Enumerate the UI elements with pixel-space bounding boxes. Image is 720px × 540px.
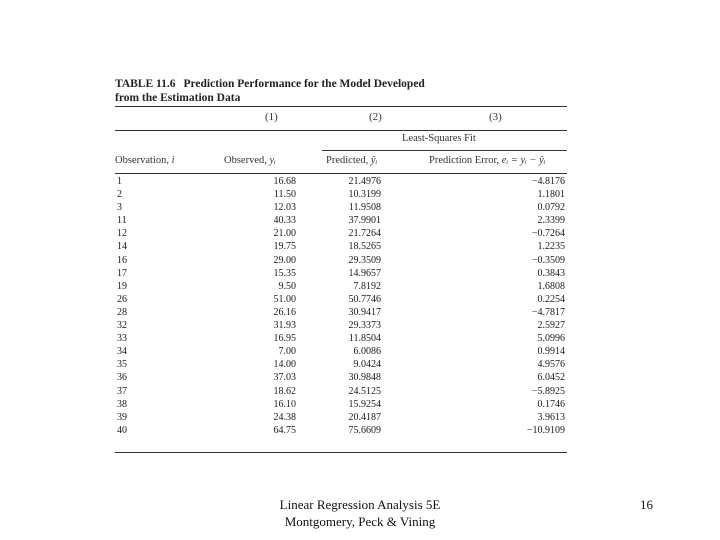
- table-row: [115, 345, 567, 358]
- prediction-error-cell: −5.8925: [531, 385, 565, 397]
- table-row: [115, 254, 567, 267]
- observation-cell: 19: [117, 280, 127, 292]
- observed-cell: 16.68: [273, 176, 296, 187]
- prediction-error-cell: −0.7264: [531, 228, 565, 240]
- table-row: [115, 371, 567, 384]
- header-rule: [115, 173, 567, 174]
- observation-cell: 34: [117, 346, 127, 358]
- table-row: [115, 175, 567, 188]
- observation-cell: 17: [117, 267, 127, 279]
- observed-cell: 64.75: [273, 424, 296, 436]
- predicted-cell: 18.5265: [348, 241, 381, 253]
- predicted-cell: 14.9657: [348, 267, 381, 279]
- observed-cell: 7.00: [278, 346, 296, 358]
- table-row: [115, 293, 567, 306]
- observation-cell: 39: [117, 411, 127, 423]
- observed-cell: 31.93: [273, 320, 296, 332]
- prediction-error-cell: 0.0792: [537, 202, 565, 214]
- observation-cell: 11: [117, 215, 127, 227]
- table-body: [115, 175, 567, 437]
- predicted-cell: 30.9417: [348, 306, 381, 318]
- observed-cell: 16.10: [273, 398, 296, 410]
- predicted-cell: 6.0086: [353, 346, 381, 358]
- prediction-error-cell: 5.0996: [537, 333, 565, 345]
- predicted-cell: 50.7746: [348, 293, 381, 305]
- observation-cell: 2: [117, 189, 122, 201]
- prediction-error-cell: 0.9914: [537, 346, 565, 358]
- table-row: [115, 424, 567, 437]
- footer-line-2: Montgomery, Peck & Vining: [284, 514, 436, 529]
- predicted-cell: 37.9901: [348, 215, 381, 227]
- predicted-cell: 15.9254: [348, 398, 381, 410]
- observation-cell: 12: [117, 228, 127, 240]
- table-row: [115, 398, 567, 411]
- observed-cell: 11.50: [273, 189, 296, 201]
- predicted-cell: 20.4187: [348, 411, 381, 423]
- predicted-cell: 29.3509: [348, 254, 381, 266]
- observed-cell: 51.00: [273, 293, 296, 305]
- observation-cell: 38: [117, 398, 127, 410]
- prediction-error-cell: −4.8176: [531, 176, 565, 187]
- table-title-line-2: from the Estimation Data: [115, 92, 241, 104]
- table-label: TABLE 11.6: [115, 78, 176, 90]
- observed-cell: 19.75: [273, 241, 296, 253]
- prediction-error-cell: 1.1801: [537, 189, 565, 201]
- predicted-cell: 29.3373: [348, 320, 381, 332]
- page-number: 16: [640, 497, 653, 512]
- prediction-error-cell: −4.7817: [531, 306, 565, 318]
- observed-cell: 24.38: [273, 411, 296, 423]
- table-row: [115, 385, 567, 398]
- least-squares-rule: [322, 150, 567, 151]
- prediction-error-cell: −0.3509: [531, 254, 565, 266]
- column-number-3: (3): [489, 111, 502, 123]
- prediction-error-cell: 1.2235: [537, 241, 565, 253]
- observation-cell: 14: [117, 241, 127, 253]
- table-row: [115, 319, 567, 332]
- observed-cell: 29.00: [273, 254, 296, 266]
- top-rule: [115, 106, 567, 107]
- prediction-error-cell: 6.0452: [537, 372, 565, 384]
- table-row: [115, 240, 567, 253]
- table-row: [115, 201, 567, 214]
- prediction-error-cell: 0.2254: [537, 293, 565, 305]
- header-prediction-error: Prediction Error, eᵢ = yᵢ − ŷᵢ: [429, 155, 546, 166]
- header-predicted: Predicted, ŷᵢ: [326, 155, 378, 166]
- header-observed: Observed, yᵢ: [224, 155, 276, 166]
- observation-cell: 32: [117, 320, 127, 332]
- prediction-error-cell: −10.9109: [526, 424, 565, 436]
- predicted-cell: 24.5125: [348, 385, 381, 397]
- table-title: Prediction Performance for the Model Developed: [183, 78, 425, 90]
- table-row: [115, 280, 567, 293]
- observed-cell: 18.62: [273, 385, 296, 397]
- prediction-error-cell: 0.1746: [537, 398, 565, 410]
- table-row: [115, 358, 567, 371]
- observed-cell: 9.50: [278, 280, 296, 292]
- footer-citation: [230, 496, 490, 530]
- table-row: [115, 214, 567, 227]
- column-number-rule: [115, 130, 567, 131]
- observation-cell: 16: [117, 254, 127, 266]
- least-squares-fit-header: Least-Squares Fit: [402, 133, 476, 144]
- predicted-cell: 11.9508: [348, 202, 381, 214]
- observation-cell: 3: [117, 202, 122, 214]
- column-number-2: (2): [369, 111, 382, 123]
- observation-cell: 1: [117, 176, 122, 187]
- predicted-cell: 7.8192: [353, 280, 381, 292]
- column-number-1: (1): [265, 111, 278, 123]
- predicted-cell: 75.6609: [348, 424, 381, 436]
- prediction-error-cell: 2.3399: [537, 215, 565, 227]
- observed-cell: 37.03: [273, 372, 296, 384]
- observation-cell: 35: [117, 359, 127, 371]
- observation-cell: 33: [117, 333, 127, 345]
- predicted-cell: 9.0424: [353, 359, 381, 371]
- predicted-cell: 11.8504: [348, 333, 381, 345]
- table-caption: [115, 77, 425, 105]
- table-row: [115, 267, 567, 280]
- caption-line-1: [115, 77, 425, 91]
- prediction-error-cell: 0.3843: [537, 267, 565, 279]
- table-row: [115, 306, 567, 319]
- table-row: [115, 332, 567, 345]
- header-observation: Observation, i: [115, 155, 175, 166]
- observed-cell: 21.00: [273, 228, 296, 240]
- predicted-cell: 10.3199: [348, 189, 381, 201]
- observed-cell: 15.35: [273, 267, 296, 279]
- observed-cell: 14.00: [273, 359, 296, 371]
- prediction-error-cell: 3.9613: [537, 411, 565, 423]
- observed-cell: 40.33: [273, 215, 296, 227]
- table-row: [115, 188, 567, 201]
- prediction-error-cell: 2.5927: [537, 320, 565, 332]
- bottom-rule: [115, 452, 567, 453]
- observation-cell: 26: [117, 293, 127, 305]
- predicted-cell: 21.7264: [348, 228, 381, 240]
- predicted-cell: 21.4976: [348, 176, 381, 187]
- observed-cell: 26.16: [273, 306, 296, 318]
- footer-line-1: Linear Regression Analysis 5E: [279, 497, 441, 512]
- predicted-cell: 30.9848: [348, 372, 381, 384]
- observed-cell: 16.95: [273, 333, 296, 345]
- observed-cell: 12.03: [273, 202, 296, 214]
- table-row: [115, 411, 567, 424]
- observation-cell: 28: [117, 306, 127, 318]
- prediction-error-cell: 1.6808: [537, 280, 565, 292]
- observation-cell: 40: [117, 424, 127, 436]
- table-row: [115, 227, 567, 240]
- prediction-error-cell: 4.9576: [537, 359, 565, 371]
- observation-cell: 37: [117, 385, 127, 397]
- observation-cell: 36: [117, 372, 127, 384]
